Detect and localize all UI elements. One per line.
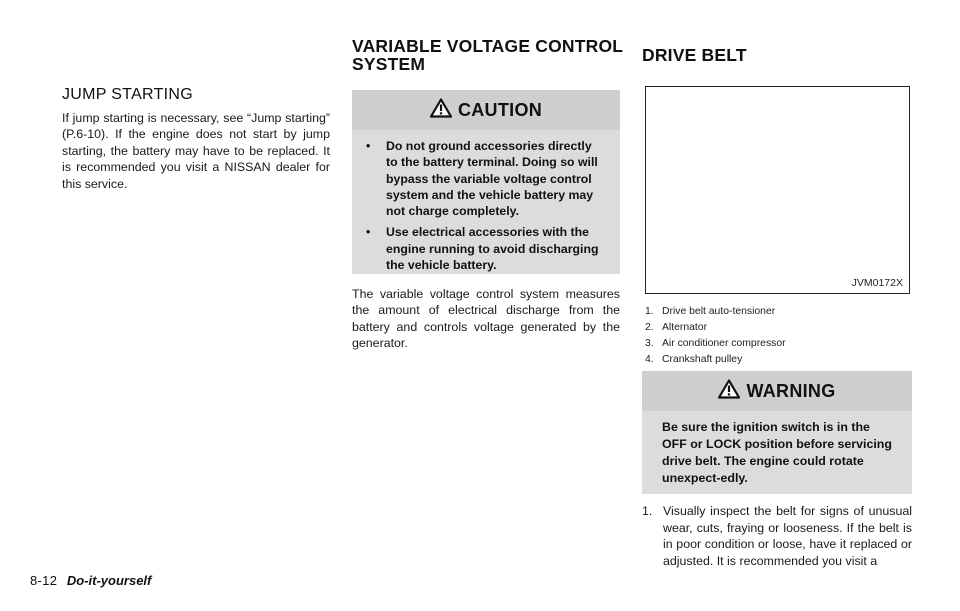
warning-triangle-icon [430, 98, 452, 118]
caution-item [366, 224, 606, 273]
warning-heading: WARNING [746, 380, 836, 401]
caution-item [366, 138, 606, 219]
legend-item [645, 304, 786, 320]
variable-voltage-text: The variable voltage control system measures the amount of electrical discharge from the battery and controls voltage generated by the generator. [352, 287, 620, 351]
bullet: • [366, 225, 371, 240]
caution-heading: CAUTION [457, 99, 543, 120]
legend-item [645, 320, 786, 336]
legend-num: 1. [645, 306, 654, 317]
bullet: • [366, 139, 371, 153]
jump-starting-heading: JUMP STARTING [62, 86, 194, 103]
variable-voltage-heading-line2: SYSTEM [352, 54, 426, 74]
warning-header [642, 371, 912, 411]
variable-voltage-heading [352, 37, 632, 73]
figure-code: JVM0172X [851, 277, 903, 289]
variable-voltage-heading-line1: VARIABLE VOLTAGE CONTROL [352, 36, 624, 56]
jump-starting-text: If jump starting is necessary, see “Jump starting” (P.6-10). If the engine does not start by jump starting, the battery may have to be replaced. It is recommended you visit a NISSAN dealer for this service. [62, 111, 330, 191]
legend-item [645, 352, 786, 368]
legend-num: 4. [645, 354, 654, 365]
warning-triangle-icon [718, 379, 740, 399]
page-footer [30, 573, 151, 588]
warning-text: Be sure the ignition switch is in the OFF or LOCK position before servicing drive belt. The engine could rotate unexpect-edly. [662, 420, 892, 485]
figure-legend [645, 304, 786, 368]
section-name: Do-it-yourself [66, 573, 152, 588]
drive-belt-heading: DRIVE BELT [642, 45, 747, 65]
caution-header [352, 90, 620, 130]
caution-item-text: Use electrical accessories with the engine running to avoid discharging the vehicle battery. [386, 225, 599, 273]
legend-item [645, 336, 786, 352]
legend-text: Air conditioner compressor [662, 338, 786, 349]
page-number: 8-12 [30, 573, 58, 588]
warning-box [642, 371, 912, 494]
step-text: Visually inspect the belt for signs of unusual wear, cuts, fraying or looseness. If the belt is in poor condition or loose, have it replaced or adjusted. It is recommended you visit a [663, 504, 912, 568]
legend-num: 3. [645, 338, 654, 349]
legend-num: 2. [645, 322, 654, 333]
legend-text: Drive belt auto-tensioner [662, 306, 776, 317]
step-number: 1. [642, 504, 653, 518]
caution-list [352, 130, 620, 273]
inspection-step [642, 503, 912, 569]
drive-belt-figure [645, 86, 910, 294]
legend-text: Crankshaft pulley [662, 354, 743, 365]
caution-item-text: Do not ground accessories directly to the battery terminal. Doing so will bypass the variable voltage control system and the vehicle battery may not charge completely. [386, 139, 598, 219]
caution-box [352, 90, 620, 274]
legend-text: Alternator [662, 322, 708, 333]
